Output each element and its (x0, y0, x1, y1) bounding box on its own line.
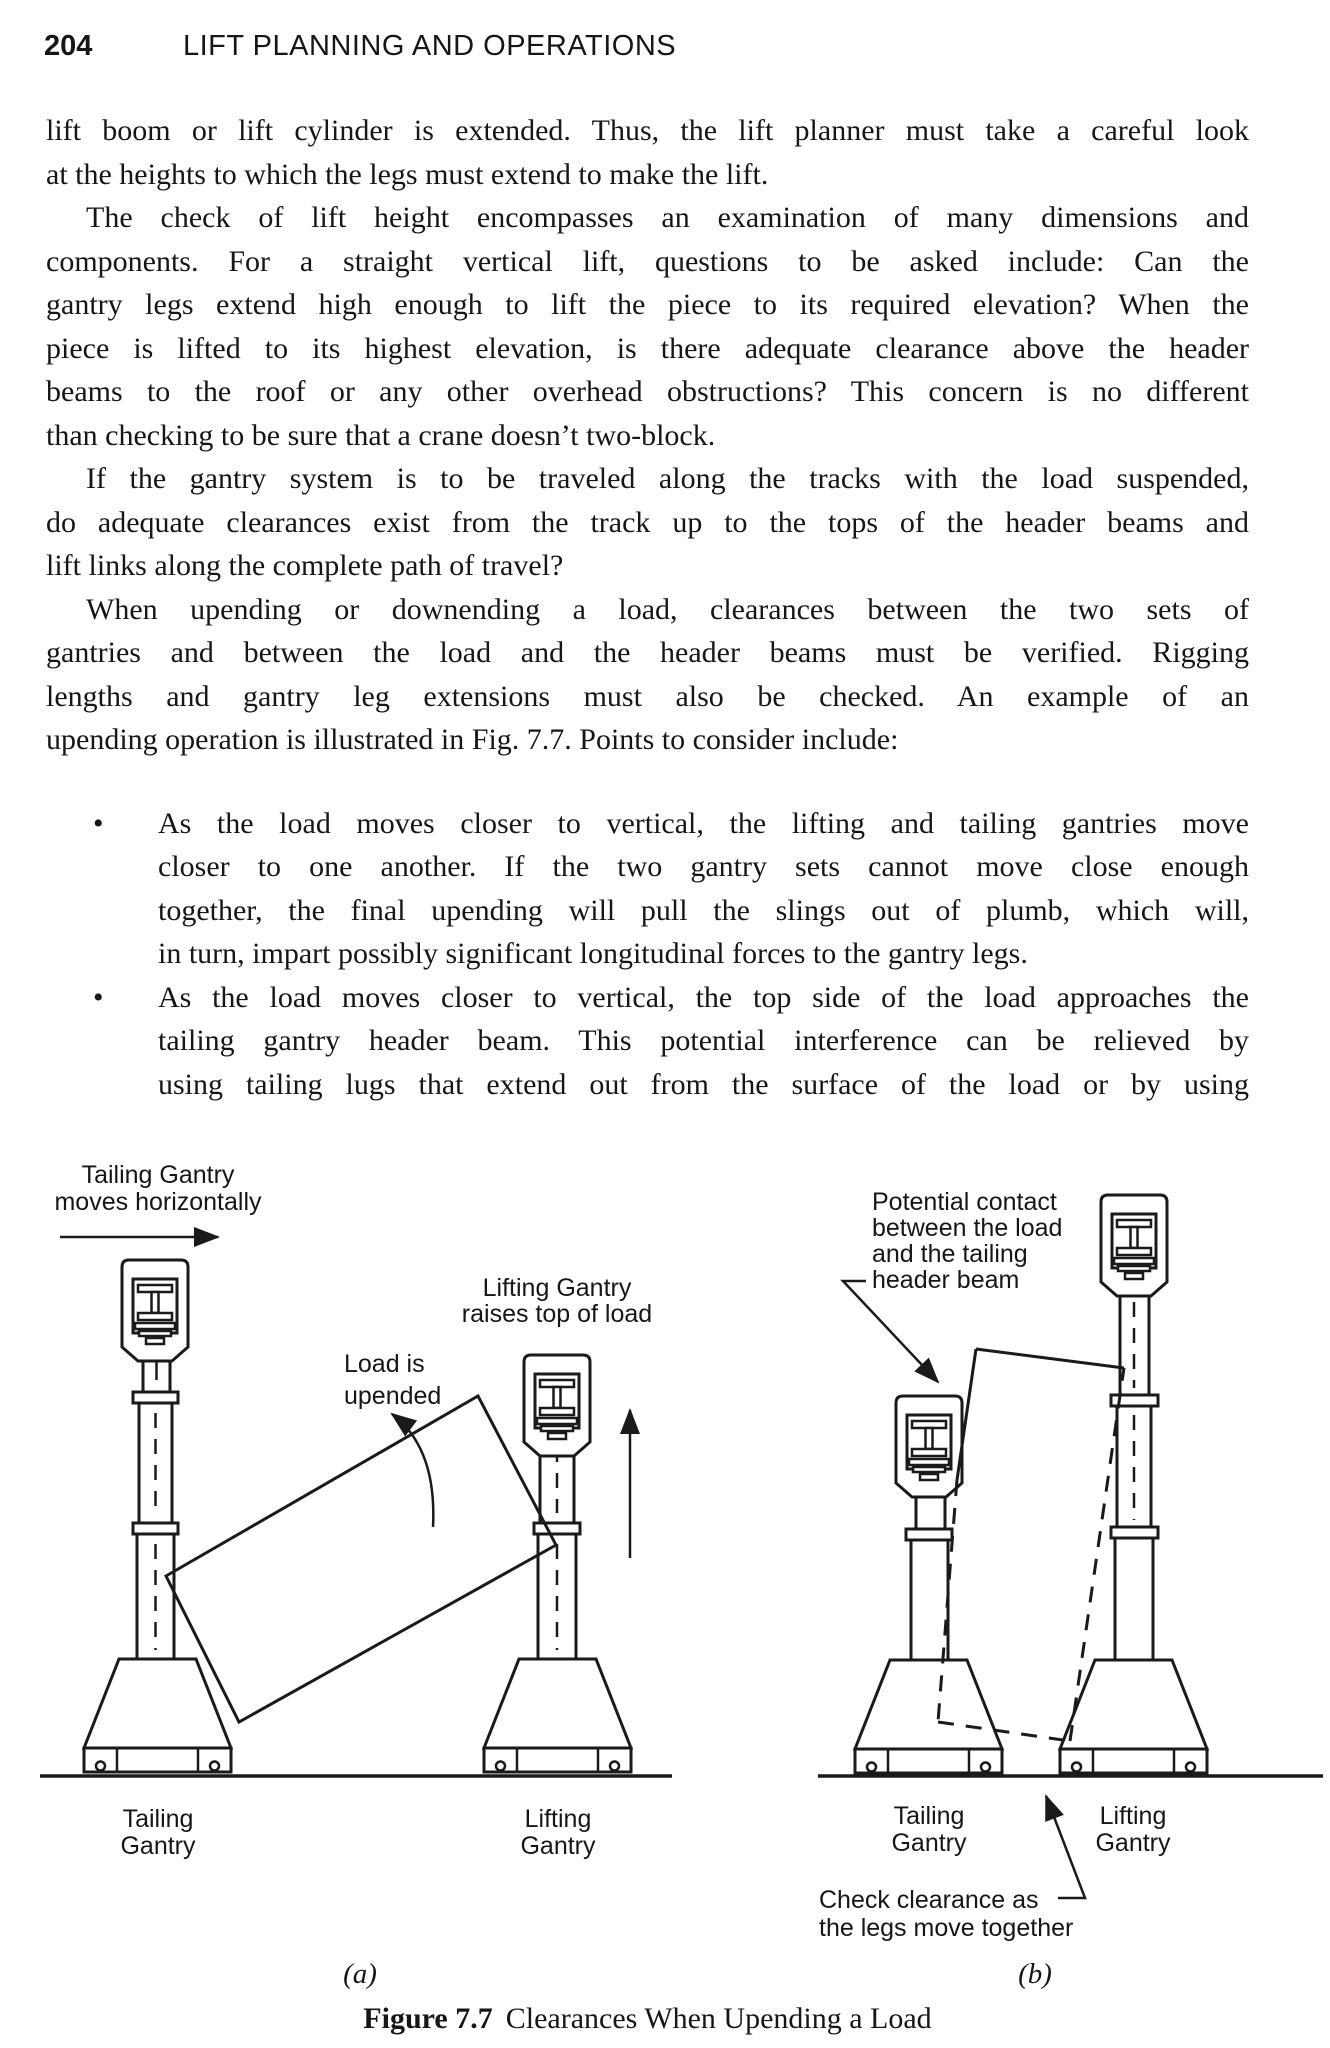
load-a (166, 1396, 556, 1722)
body-line: using tailing lugs that extend out from the surface of the load or by using (158, 1067, 1249, 1101)
tailing-move-label: Tailing Gantry (81, 1161, 235, 1189)
body-line: If the gantry system is to be traveled along the tracks with the load suspended, (86, 462, 1249, 495)
body-line: beams to the roof or any other overhead obstructions? This concern is no different (46, 375, 1249, 408)
tailing-gantry-label: Gantry (891, 1829, 967, 1857)
potential-contact-label: Potential contact (872, 1188, 1057, 1216)
body-line: lift boom or lift cylinder is extended. Thus, the lift planner must take a careful look (46, 114, 1249, 147)
body-line: components. For a straight vertical lift, questions to be asked include: Can the (46, 244, 1249, 278)
body-line: piece is lifted to its highest elevation, is there adequate clearance above the header (46, 331, 1249, 365)
running-head: LIFT PLANNING AND OPERATIONS (183, 30, 677, 62)
body-line: do adequate clearances exist from the track up to the tops of the header beams and (46, 505, 1249, 539)
check-clearance-label: the legs move together (819, 1914, 1074, 1942)
body-line: closer to one another. If the two gantry sets cannot move close enough (158, 850, 1249, 883)
body-line: at the heights to which the legs must extend to make the lift. (46, 157, 769, 191)
upending-curve-arrow (392, 1414, 433, 1527)
page-number: 204 (44, 30, 93, 62)
tailing-gantry-label: Tailing (893, 1802, 965, 1830)
bullet-marker: • (93, 806, 104, 840)
lifting-gantry-label: Lifting (524, 1805, 592, 1833)
body-line: As the load moves closer to vertical, the top side of the load approaches the (158, 980, 1249, 1014)
potential-contact-label: between the load (872, 1214, 1063, 1242)
potential-contact-label: and the tailing (872, 1240, 1028, 1268)
tailing-move-label: moves horizontally (54, 1188, 262, 1216)
potential-contact-label: header beam (872, 1266, 1020, 1294)
load-upended-label: Load is (344, 1350, 425, 1378)
body-line: gantry legs extend high enough to lift the piece to its required elevation? When the (46, 288, 1249, 321)
panel-b (818, 1188, 1323, 1942)
load-upended-label: upended (344, 1382, 442, 1410)
body-line: The check of lift height encompasses an examination of many dimensions and (86, 201, 1249, 234)
lifting-raises-label: Lifting Gantry (482, 1274, 632, 1302)
body-line: in turn, impart possibly significant longitudinal forces to the gantry legs. (158, 937, 1028, 970)
subfigure-b-label: (b) (1018, 1958, 1052, 1990)
figure-caption-number: Figure 7.7 (363, 2002, 493, 2035)
body-line: together, the final upending will pull the slings out of plumb, which will, (158, 893, 1249, 927)
lifting-gantry-label: Gantry (520, 1832, 596, 1860)
body-line: lift links along the complete path of travel? (46, 549, 564, 582)
panel-a (40, 1161, 672, 1860)
subfigure-a-label: (a) (343, 1958, 377, 1990)
tailing-gantry-label: Tailing (122, 1805, 194, 1833)
lifting-gantry-label: Lifting (1099, 1802, 1167, 1830)
figure-caption-text: Clearances When Upending a Load (505, 2002, 932, 2035)
body-line: than checking to be sure that a crane doesn’t two-block. (46, 418, 716, 452)
body-line: lengths and gantry leg extensions must also be checked. An example of an (46, 679, 1249, 713)
bullet-marker: • (93, 980, 104, 1014)
body-line: tailing gantry header beam. This potential interference can be relieved by (158, 1024, 1249, 1057)
tailing-gantry-label: Gantry (120, 1832, 196, 1860)
body-line: gantries and between the load and the header beams must be verified. Rigging (46, 636, 1249, 669)
body-line: When upending or downending a load, clearances between the two sets of (86, 592, 1249, 626)
check-clearance-label: Check clearance as (819, 1886, 1039, 1914)
contact-pointer-arrow (843, 1281, 938, 1382)
body-line: As the load moves closer to vertical, the lifting and tailing gantries move (158, 806, 1249, 840)
figure-caption (46, 2002, 1249, 2036)
lifting-gantry-label: Gantry (1095, 1829, 1171, 1857)
clearance-pointer-arrow (1046, 1796, 1085, 1898)
body-line: upending operation is illustrated in Fig. 7.7. Points to consider include: (46, 723, 899, 756)
lifting-raises-label: raises top of load (461, 1300, 653, 1328)
